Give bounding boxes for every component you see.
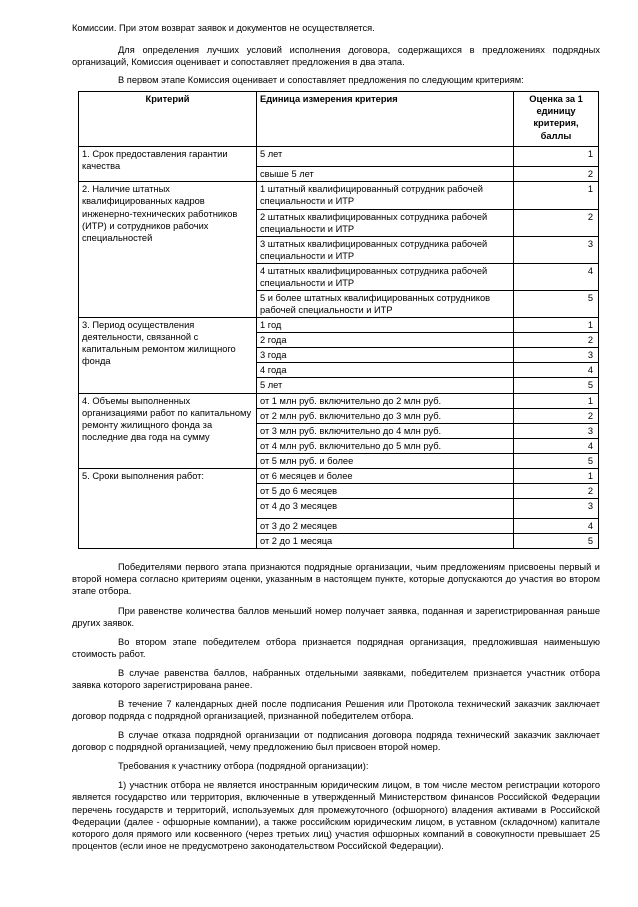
- score-cell: 4: [514, 263, 599, 290]
- criterion-cell: 1. Срок предоставления гарантии качества: [79, 147, 257, 182]
- score-cell: 3: [514, 423, 599, 438]
- unit-cell: 3 штатных квалифицированных сотрудника рабочей специальности и ИТР: [257, 236, 514, 263]
- table-row: [79, 318, 599, 333]
- unit-cell: 3 года: [257, 348, 514, 363]
- table-row: [79, 182, 599, 209]
- score-cell: 2: [514, 167, 599, 182]
- score-cell: 1: [514, 393, 599, 408]
- criterion-cell: 3. Период осуществления деятельности, связанной с капитальным ремонтом жилищного фонда: [79, 318, 257, 393]
- table-header-row: [79, 92, 599, 147]
- unit-cell: 1 год: [257, 318, 514, 333]
- paragraph-equal-stage2: В случае равенства баллов, набранных отдельными заявками, победителем признается участник отбора заявка которого зарегистрирована ранее.: [72, 667, 600, 690]
- unit-cell: от 5 млн руб. и более: [257, 453, 514, 468]
- score-cell: 1: [514, 318, 599, 333]
- paragraph-requirements: Требования к участнику отбора (подрядной организации):: [118, 761, 369, 772]
- criterion-cell: 5. Сроки выполнения работ:: [79, 468, 257, 548]
- unit-cell: от 2 млн руб. включительно до 3 млн руб.: [257, 408, 514, 423]
- unit-cell: от 4 млн руб. включительно до 5 млн руб.: [257, 438, 514, 453]
- paragraph-stage2: Во втором этапе победителем отбора признается подрядная организация, предложившая наименьшую стоимость работ.: [72, 636, 600, 659]
- paragraph-stage1: В первом этапе Комиссия оценивает и сопоставляет предложения по следующим критериям:: [118, 75, 524, 86]
- unit-cell: от 1 млн руб. включительно до 2 млн руб.: [257, 393, 514, 408]
- unit-cell: 1 штатный квалифицированный сотрудник рабочей специальности и ИТР: [257, 182, 514, 209]
- unit-cell: от 2 до 1 месяца: [257, 534, 514, 549]
- table-row: [79, 147, 599, 167]
- score-cell: 5: [514, 378, 599, 393]
- score-cell: 3: [514, 499, 599, 519]
- score-cell: 1: [514, 147, 599, 167]
- unit-cell: 2 штатных квалифицированных сотрудника рабочей специальности и ИТР: [257, 209, 514, 236]
- header-unit: Единица измерения критерия: [257, 92, 514, 147]
- criterion-cell: 4. Объемы выполненных организациями работ по капитальному ремонту жилищного фонда за последние два года на сумму: [79, 393, 257, 468]
- unit-cell: 2 года: [257, 333, 514, 348]
- criterion-cell: 2. Наличие штатных квалифицированных кадров инженерно-технических работников (ИТР) и сотрудников рабочих специальностей: [79, 182, 257, 318]
- unit-cell: свыше 5 лет: [257, 167, 514, 182]
- score-cell: 2: [514, 408, 599, 423]
- score-cell: 1: [514, 182, 599, 209]
- score-cell: 2: [514, 209, 599, 236]
- unit-cell: 5 и более штатных квалифицированных сотрудников рабочей специальности и ИТР: [257, 291, 514, 318]
- score-cell: 4: [514, 363, 599, 378]
- table-row: [79, 393, 599, 408]
- score-cell: 3: [514, 348, 599, 363]
- paragraph-requirement-1: 1) участник отбора не является иностранным юридическим лицом, в том числе местом регистрации которого является государство или территория, включенные в утвержденный Министерством финансов Российской Федерации перечень государств и территорий, используемых для промежуточного (офшорного) владения активами в Российской Федерации (далее - офшорные компании), а также российским юридическим лицом, в уставном (складочном) капитале которого доля прямого или косвенного (через третьих лиц) участия офшорных компаний в совокупности превышает 25 процентов (если иное не предусмотрено законодательством Российской Федерации).: [72, 780, 600, 851]
- unit-cell: 4 года: [257, 363, 514, 378]
- paragraph-top: Комиссии. При этом возврат заявок и документов не осуществляется.: [72, 23, 375, 33]
- score-cell: 2: [514, 484, 599, 499]
- score-cell: 1: [514, 468, 599, 483]
- unit-cell: от 5 до 6 месяцев: [257, 484, 514, 499]
- unit-cell: от 4 до 3 месяцев: [257, 499, 514, 519]
- paragraph-winners: Победителями первого этапа признаются подрядные организации, чьим предложениям присвоены первый и второй номера согласно критериям оценки, указанным в настоящем пункте, которые допускаются до участия во втором этапе отбора.: [72, 562, 600, 597]
- score-cell: 5: [514, 291, 599, 318]
- paragraph-equal-score: При равенстве количества баллов меньший номер получает заявка, поданная и зарегистрированная раньше других заявок.: [72, 605, 600, 628]
- unit-cell: 4 штатных квалифицированных сотрудника рабочей специальности и ИТР: [257, 263, 514, 290]
- paragraph-contract: В течение 7 календарных дней после подписания Решения или Протокола технический заказчик заключает договор подряда с подрядной организацией, признанной победителем отбора.: [72, 698, 600, 722]
- table-row: [79, 468, 599, 483]
- score-cell: 5: [514, 534, 599, 549]
- table-body: [79, 147, 599, 549]
- document-page: [72, 22, 600, 852]
- unit-cell: 5 лет: [257, 147, 514, 167]
- score-cell: 2: [514, 333, 599, 348]
- header-criterion: Критерий: [79, 92, 257, 147]
- criteria-table: [78, 91, 599, 549]
- score-cell: 3: [514, 236, 599, 263]
- unit-cell: от 6 месяцев и более: [257, 468, 514, 483]
- unit-cell: от 3 млн руб. включительно до 4 млн руб.: [257, 423, 514, 438]
- header-score: Оценка за 1 единицу критерия, баллы: [514, 92, 599, 147]
- score-cell: 5: [514, 453, 599, 468]
- unit-cell: 5 лет: [257, 378, 514, 393]
- paragraph-intro: Для определения лучших условий исполнения договора, содержащихся в предложениях подрядных организаций, Комиссия оценивает и сопоставляет предложения в два этапа.: [72, 45, 600, 68]
- score-cell: 4: [514, 519, 599, 534]
- score-cell: 4: [514, 438, 599, 453]
- paragraph-refusal: В случае отказа подрядной организации от подписания договора подряда технический заказчик заключает договор с подрядной организацией, чему предложению был присвоен второй номер.: [72, 730, 600, 753]
- unit-cell: от 3 до 2 месяцев: [257, 519, 514, 534]
